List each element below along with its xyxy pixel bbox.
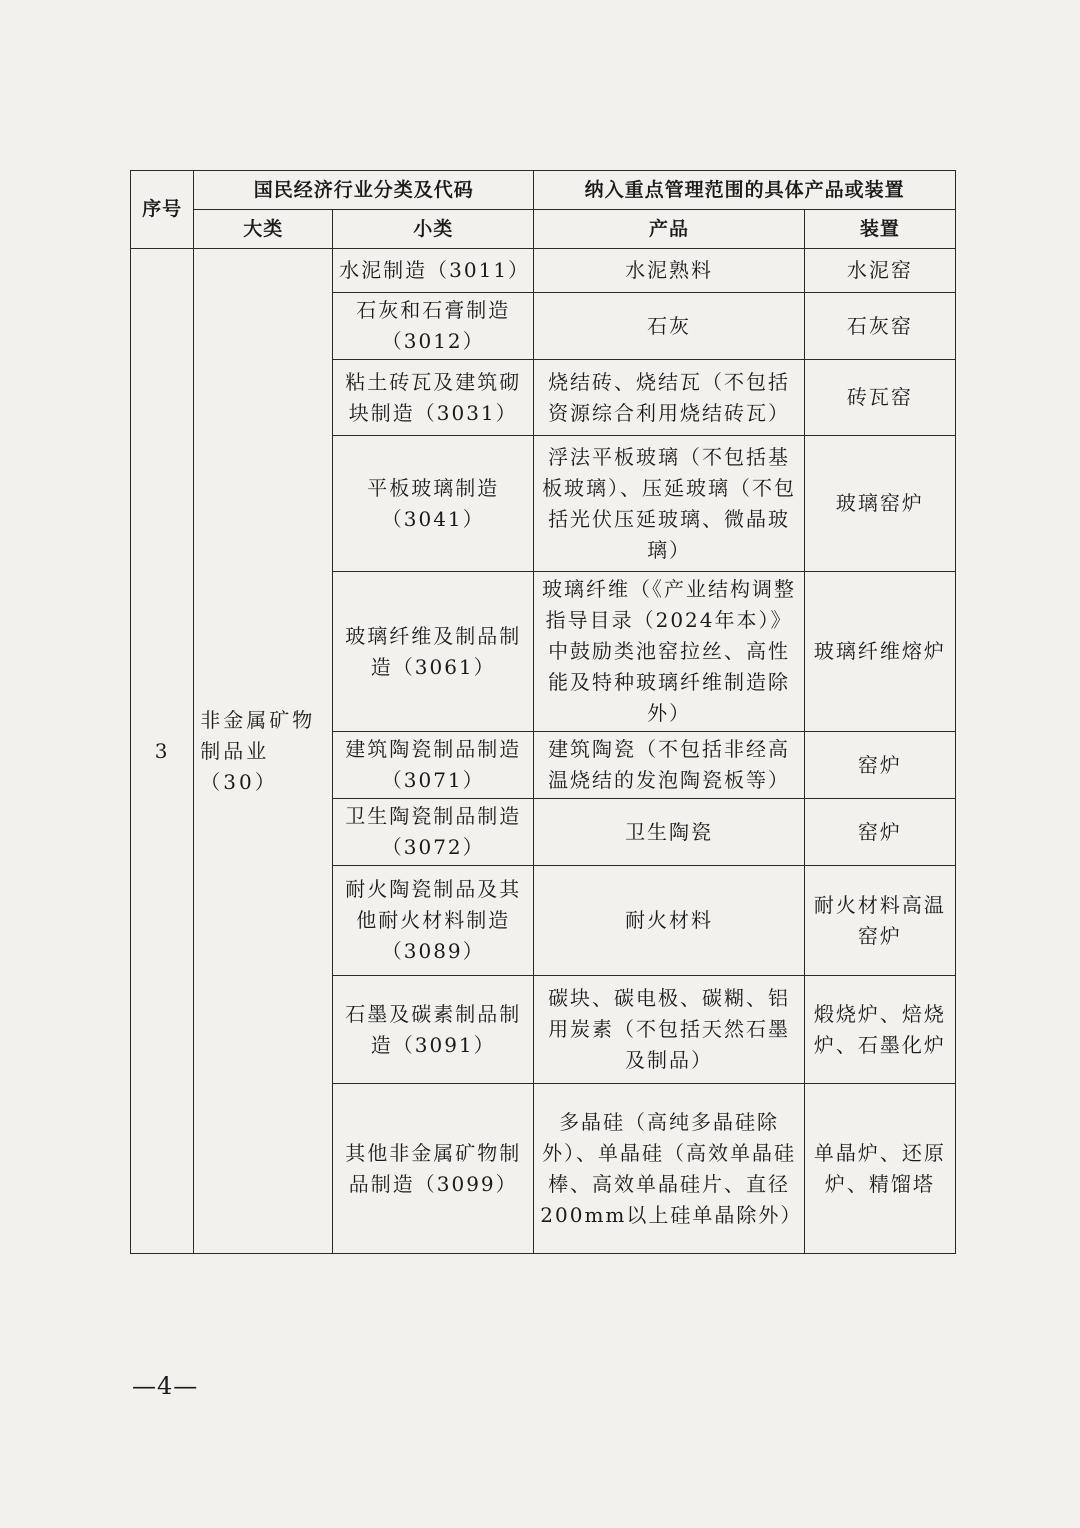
minor-cell: 石墨及碳素制品制造（3091） — [333, 976, 534, 1084]
device-cell: 水泥窑 — [804, 249, 955, 293]
product-cell: 碳块、碳电极、碳糊、铝用炭素（不包括天然石墨及制品） — [534, 976, 805, 1084]
minor-cell: 粘土砖瓦及建筑砌块制造（3031） — [333, 360, 534, 436]
product-cell: 建筑陶瓷（不包括非经高温烧结的发泡陶瓷板等） — [534, 732, 805, 799]
minor-cell: 平板玻璃制造（3041） — [333, 436, 534, 572]
minor-cell: 水泥制造（3011） — [333, 249, 534, 293]
minor-cell: 石灰和石膏制造（3012） — [333, 293, 534, 360]
product-cell: 石灰 — [534, 293, 805, 360]
minor-cell: 耐火陶瓷制品及其他耐火材料制造（3089） — [333, 866, 534, 976]
page-number: —4— — [132, 1372, 199, 1400]
product-cell: 浮法平板玻璃（不包括基板玻璃）、压延玻璃（不包括光伏压延玻璃、微晶玻璃） — [534, 436, 805, 572]
product-cell: 玻璃纤维（《产业结构调整指导目录（2024年本）》中鼓励类池窑拉丝、高性能及特种玻璃纤维制造除外） — [534, 572, 805, 732]
product-cell: 水泥熟料 — [534, 249, 805, 293]
product-cell: 卫生陶瓷 — [534, 799, 805, 866]
minor-cell: 卫生陶瓷制品制造（3072） — [333, 799, 534, 866]
minor-cell: 建筑陶瓷制品制造（3071） — [333, 732, 534, 799]
header-industry-group: 国民经济行业分类及代码 — [194, 171, 534, 210]
header-product: 产品 — [534, 210, 805, 249]
header-row-1 — [131, 171, 956, 210]
header-seq: 序号 — [131, 171, 194, 249]
device-cell: 玻璃窑炉 — [804, 436, 955, 572]
product-cell: 烧结砖、烧结瓦（不包括资源综合利用烧结砖瓦） — [534, 360, 805, 436]
product-cell: 耐火材料 — [534, 866, 805, 976]
device-cell: 单晶炉、还原炉、精馏塔 — [804, 1084, 955, 1254]
minor-cell: 玻璃纤维及制品制造（3061） — [333, 572, 534, 732]
header-major: 大类 — [194, 210, 333, 249]
minor-cell: 其他非金属矿物制品制造（3099） — [333, 1084, 534, 1254]
industry-table — [130, 170, 956, 1254]
device-cell: 砖瓦窑 — [804, 360, 955, 436]
device-cell: 耐火材料高温窑炉 — [804, 866, 955, 976]
table-row — [131, 249, 956, 293]
device-cell: 石灰窑 — [804, 293, 955, 360]
header-scope-group: 纳入重点管理范围的具体产品或装置 — [534, 171, 956, 210]
device-cell: 窑炉 — [804, 732, 955, 799]
device-cell: 窑炉 — [804, 799, 955, 866]
device-cell: 玻璃纤维熔炉 — [804, 572, 955, 732]
header-device: 装置 — [804, 210, 955, 249]
header-minor: 小类 — [333, 210, 534, 249]
device-cell: 煅烧炉、焙烧炉、石墨化炉 — [804, 976, 955, 1084]
header-row-2 — [131, 210, 956, 249]
seq-cell: 3 — [131, 249, 194, 1254]
product-cell: 多晶硅（高纯多晶硅除外）、单晶硅（高效单晶硅棒、高效单晶硅片、直径200mm以上硅单晶除外） — [534, 1084, 805, 1254]
major-cell: 非金属矿物制品业（30） — [194, 249, 333, 1254]
